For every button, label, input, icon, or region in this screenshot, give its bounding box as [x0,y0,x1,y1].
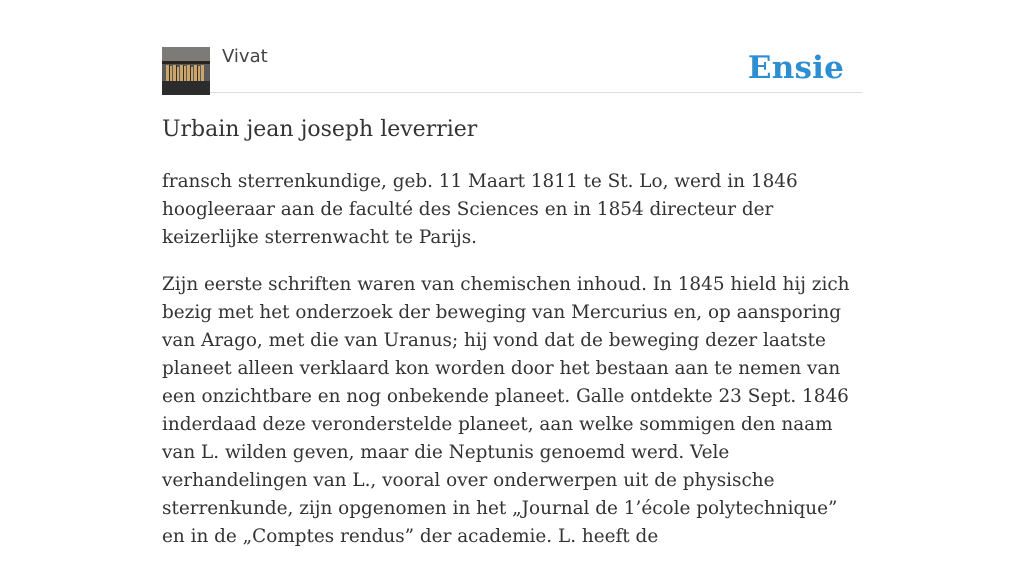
article-paragraph: Zijn eerste schriften waren van chemischen inhoud. In 1845 hield hij zich bezig met het onderzoek der beweging van Mercurius en, op aansporing van Arago, met die van Uranus; hij vond dat de beweging dezer laatste planeet alleen verklaard kon worden door het bestaan aan te nemen van een onzichtbare en nog onbekende planeet. Galle ontdekte 23 Sept. 1846 inderdaad deze veronderstelde planeet, aan welke sommigen den naam van L. wilden geven, maar die Neptunis genoemd werd. Vele verhandelingen van L., vooral over onderwerpen uit de physische sterrenkunde, zijn opgenomen in het „Journal de 1’école polytechnique” en in de „Comptes rendus” der academie. L. heeft de [162,274,850,547]
header [162,0,862,93]
article-paragraph: fransch sterrenkundige, geb. 11 Maart 1811 te St. Lo, werd in 1846 hoogleeraar aan de faculté des Sciences en in 1854 directeur der keizerlijke sterrenwacht te Parijs. [162,171,798,248]
bookshelf-icon [162,47,210,95]
site-name[interactable]: Vivat [222,46,268,67]
ensie-logo[interactable]: Ensie [747,50,844,86]
article-title: Urbain jean joseph leverrier [162,117,478,142]
avatar[interactable] [162,47,210,95]
article-body [162,168,862,570]
page [162,0,862,547]
